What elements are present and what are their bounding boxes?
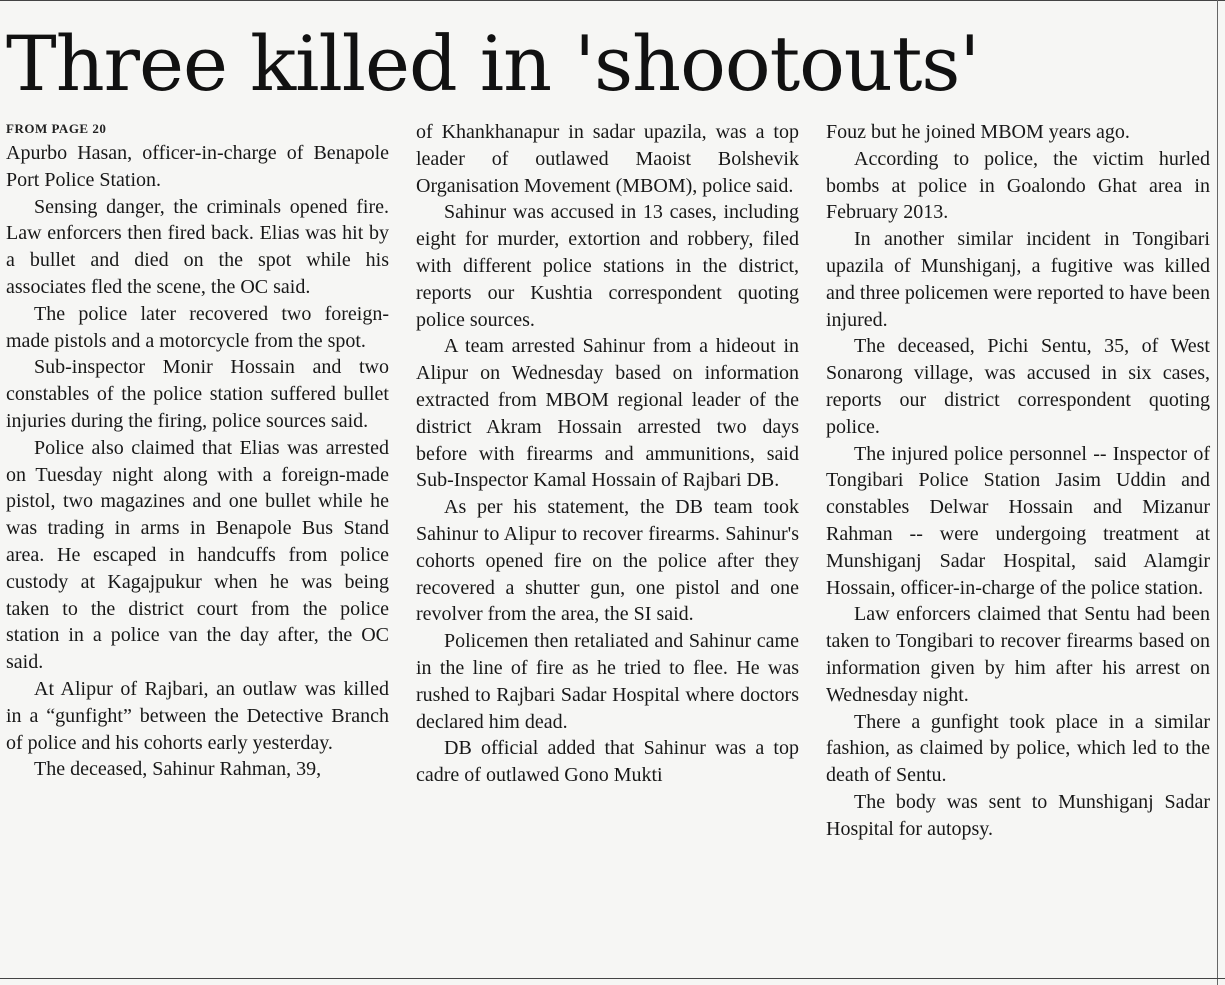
paragraph: The deceased, Pichi Sentu, 35, of West Sonarong village, was accused in six cases, reports our district correspondent quoting police.: [826, 335, 1210, 438]
paragraph: Law enforcers claimed that Sentu had been taken to Tongibari to recover firearms based on information given by him after his arrest on Wednesday night.: [826, 603, 1210, 706]
article-column-2: [416, 119, 799, 789]
article-column-1: [6, 117, 389, 783]
paragraph: Sub-inspector Monir Hossain and two constables of the police station suffered bullet injuries during the firing, police sources said.: [6, 356, 389, 432]
bottom-rule: [0, 978, 1225, 979]
paragraph: Police also claimed that Elias was arrested on Tuesday night along with a foreign-made pistol, two magazines and one bullet while he was trading in arms in Benapole Bus Stand area. He escaped in handcuffs from police custody at Kagajpukur when he was being taken to the district court from the police station in a police van the day after, the OC said.: [6, 436, 389, 674]
headline: Three killed in 'shootouts': [6, 19, 980, 108]
paragraph: Policemen then retaliated and Sahinur came in the line of fire as he tried to flee. He was rushed to Rajbari Sadar Hospital where doctors declared him dead.: [416, 630, 799, 733]
article-column-3: [826, 119, 1210, 843]
paragraph: At Alipur of Rajbari, an outlaw was killed in a “gunfight” between the Detective Branch of police and his cohorts early yesterday.: [6, 677, 389, 754]
paragraph: The injured police personnel -- Inspector of Tongibari Police Station Jasim Uddin and constables Delwar Hossain and Mizanur Rahman -- were undergoing treatment at Munshiganj Sadar Hospital, said Alamgir Hossain, officer-in-charge of the police station.: [826, 442, 1210, 599]
paragraph: Fouz but he joined MBOM years ago.: [826, 121, 1130, 143]
paragraph: The deceased, Sahinur Rahman, 39,: [34, 758, 322, 781]
top-rule: [0, 0, 1225, 1]
paragraph: As per his statement, the DB team took Sahinur to Alipur to recover firearms. Sahinur's cohorts opened fire on the police after they recovered a shutter gun, one pistol and one revolver from the area, the SI said.: [416, 496, 799, 626]
right-rule: [1217, 0, 1218, 985]
paragraph: Apurbo Hasan, officer-in-charge of Benapole Port Police Station.: [6, 142, 389, 191]
from-page-kicker: FROM PAGE 20: [6, 121, 107, 136]
paragraph: Sahinur was accused in 13 cases, including eight for murder, extortion and robbery, filed with different police stations in the district, reports our Kushtia correspondent quoting police sources.: [416, 201, 799, 331]
paragraph: According to police, the victim hurled bombs at police in Goalondo Ghat area in February 2013.: [826, 147, 1210, 224]
paragraph: A team arrested Sahinur from a hideout in Alipur on Wednesday based on information extracted from MBOM regional leader of the district Akram Hossain arrested two days before with firearms and ammunitions, said Sub-Inspector Kamal Hossain of Rajbari DB.: [416, 335, 799, 492]
paragraph: The body was sent to Munshiganj Sadar Hospital for autopsy.: [826, 790, 1210, 840]
paragraph: of Khankhanapur in sadar upazila, was a top leader of outlawed Maoist Bolshevik Organisation Movement (MBOM), police said.: [416, 121, 799, 197]
paragraph: The police later recovered two foreign-made pistols and a motorcycle from the spot.: [6, 302, 389, 352]
paragraph: DB official added that Sahinur was a top cadre of outlawed Gono Mukti: [416, 737, 799, 787]
paragraph: In another similar incident in Tongibari upazila of Munshiganj, a fugitive was killed and three policemen were reported to have been injured.: [826, 228, 1210, 331]
paragraph: Sensing danger, the criminals opened fire. Law enforcers then fired back. Elias was hit by a bullet and died on the spot while his associates fled the scene, the OC said.: [6, 195, 389, 298]
paragraph: There a gunfight took place in a similar fashion, as claimed by police, which led to the death of Sentu.: [826, 710, 1210, 787]
